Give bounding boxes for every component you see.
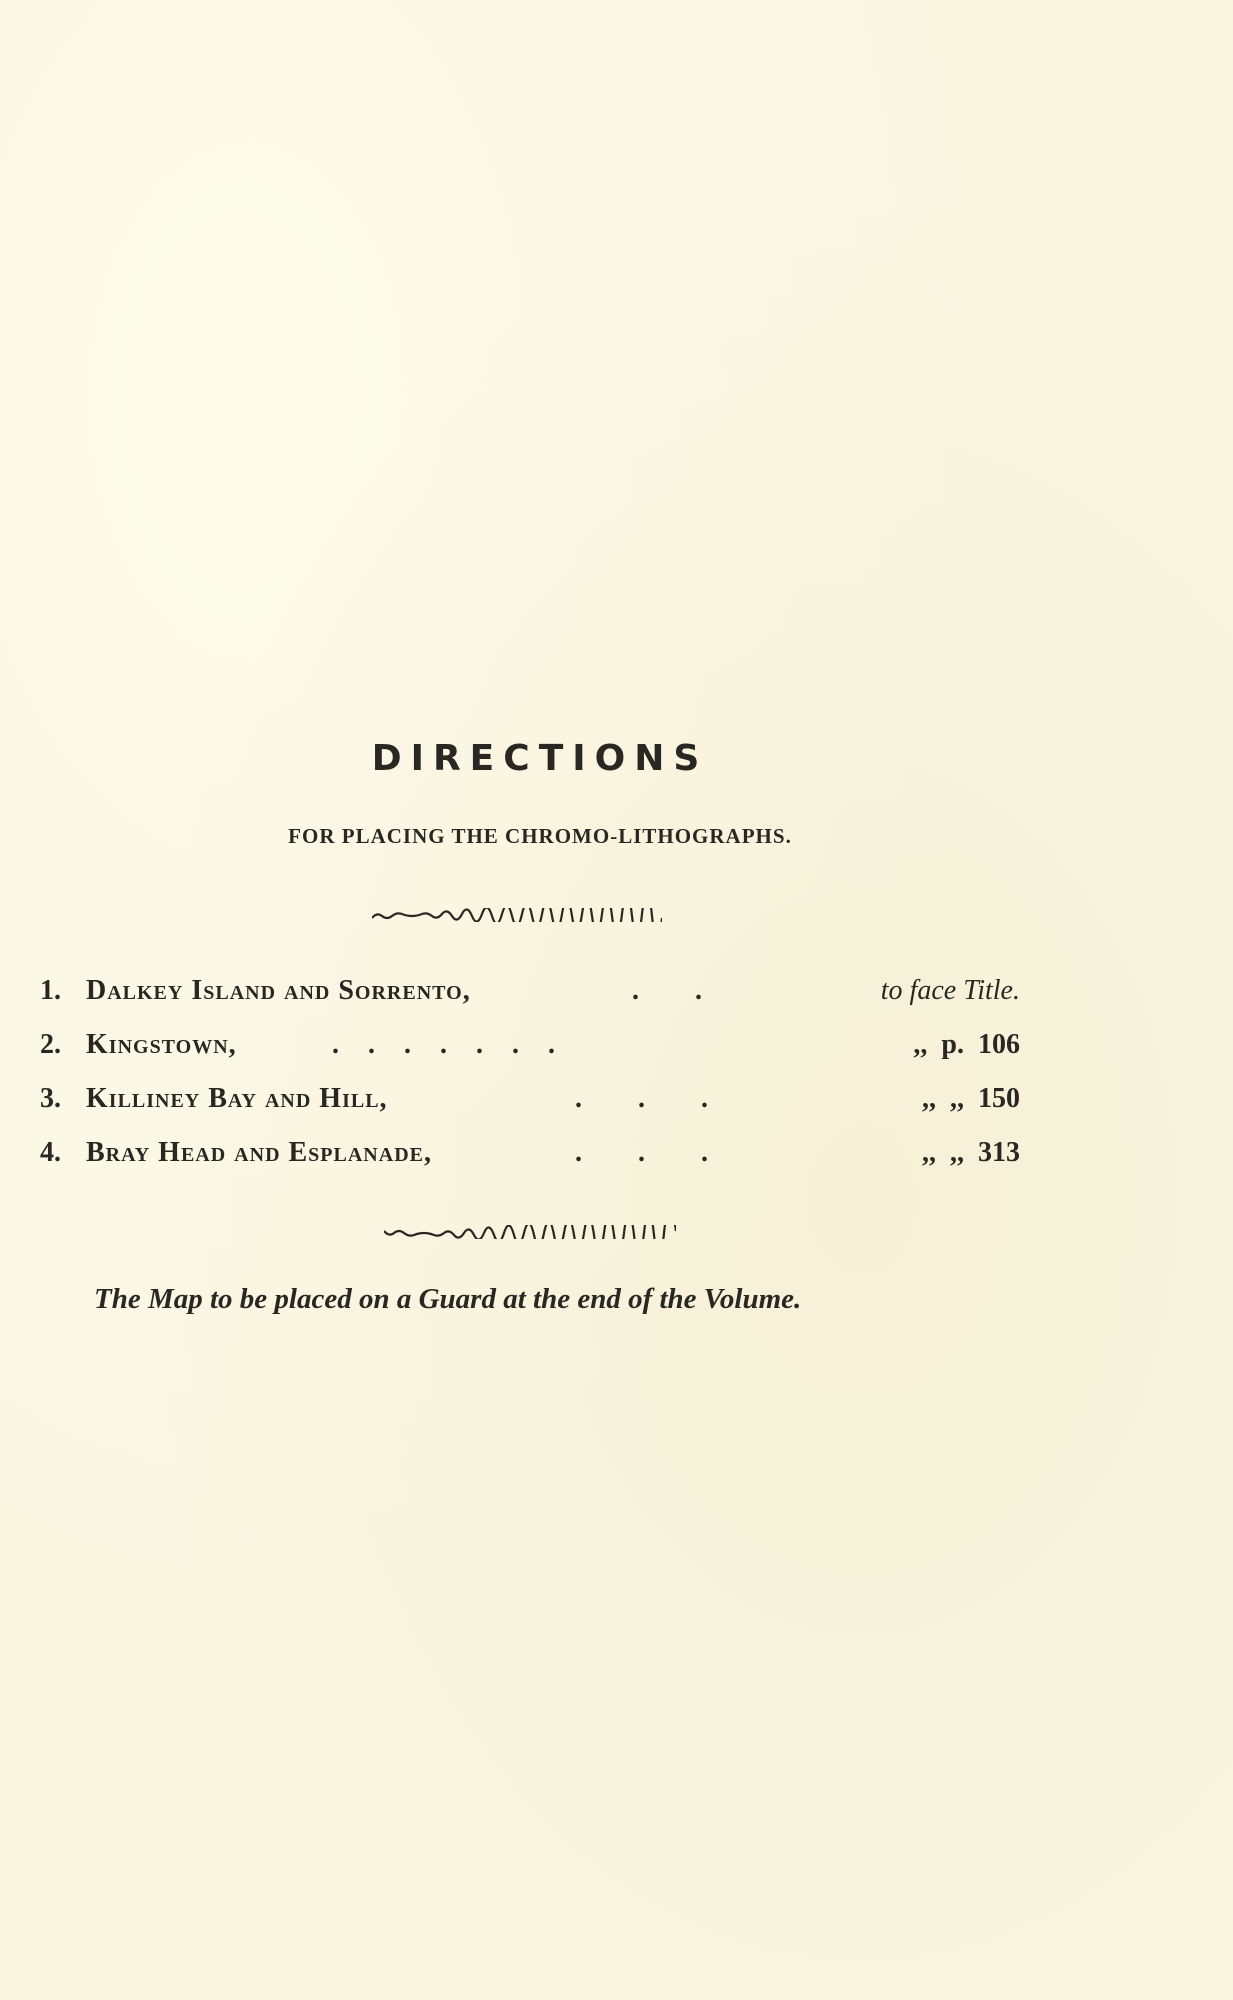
plate-reference: ,, p. 106 [913, 1029, 1020, 1060]
leader-dots: . . . [575, 1083, 710, 1114]
plate-title: Dalkey Island and Sorrento, [86, 975, 471, 1006]
plate-row [40, 1083, 1020, 1137]
plate-number: 1. [40, 975, 61, 1006]
leader-dots: . . [632, 975, 704, 1006]
leader-dots: . . . . . . . [332, 1029, 557, 1060]
plate-number: 2. [40, 1029, 61, 1060]
page-subheading: FOR PLACING THE CHROMO-LITHOGRAPHS. [288, 824, 792, 848]
plate-row [40, 1137, 1020, 1191]
wavy-rule-top [372, 908, 662, 922]
plate-title: Killiney Bay and Hill, [86, 1083, 388, 1114]
plate-number: 4. [40, 1137, 61, 1168]
plate-reference: ,, ,, 313 [922, 1137, 1020, 1168]
plate-reference: to face Title. [880, 975, 1020, 1006]
plate-row [40, 975, 1020, 1029]
plate-number: 3. [40, 1083, 61, 1114]
map-placement-note: The Map to be placed on a Guard at the end of the Volume. [94, 1283, 802, 1315]
leader-dots: . . . [575, 1137, 710, 1168]
wavy-rule-bottom [384, 1225, 676, 1239]
plate-title: Bray Head and Esplanade, [86, 1137, 432, 1168]
plate-row [40, 1029, 1020, 1083]
plate-title: Kingstown, [86, 1029, 237, 1060]
page-heading: DIRECTIONS [371, 738, 709, 779]
plate-reference: ,, ,, 150 [922, 1083, 1020, 1114]
plate-list [40, 975, 1020, 1191]
